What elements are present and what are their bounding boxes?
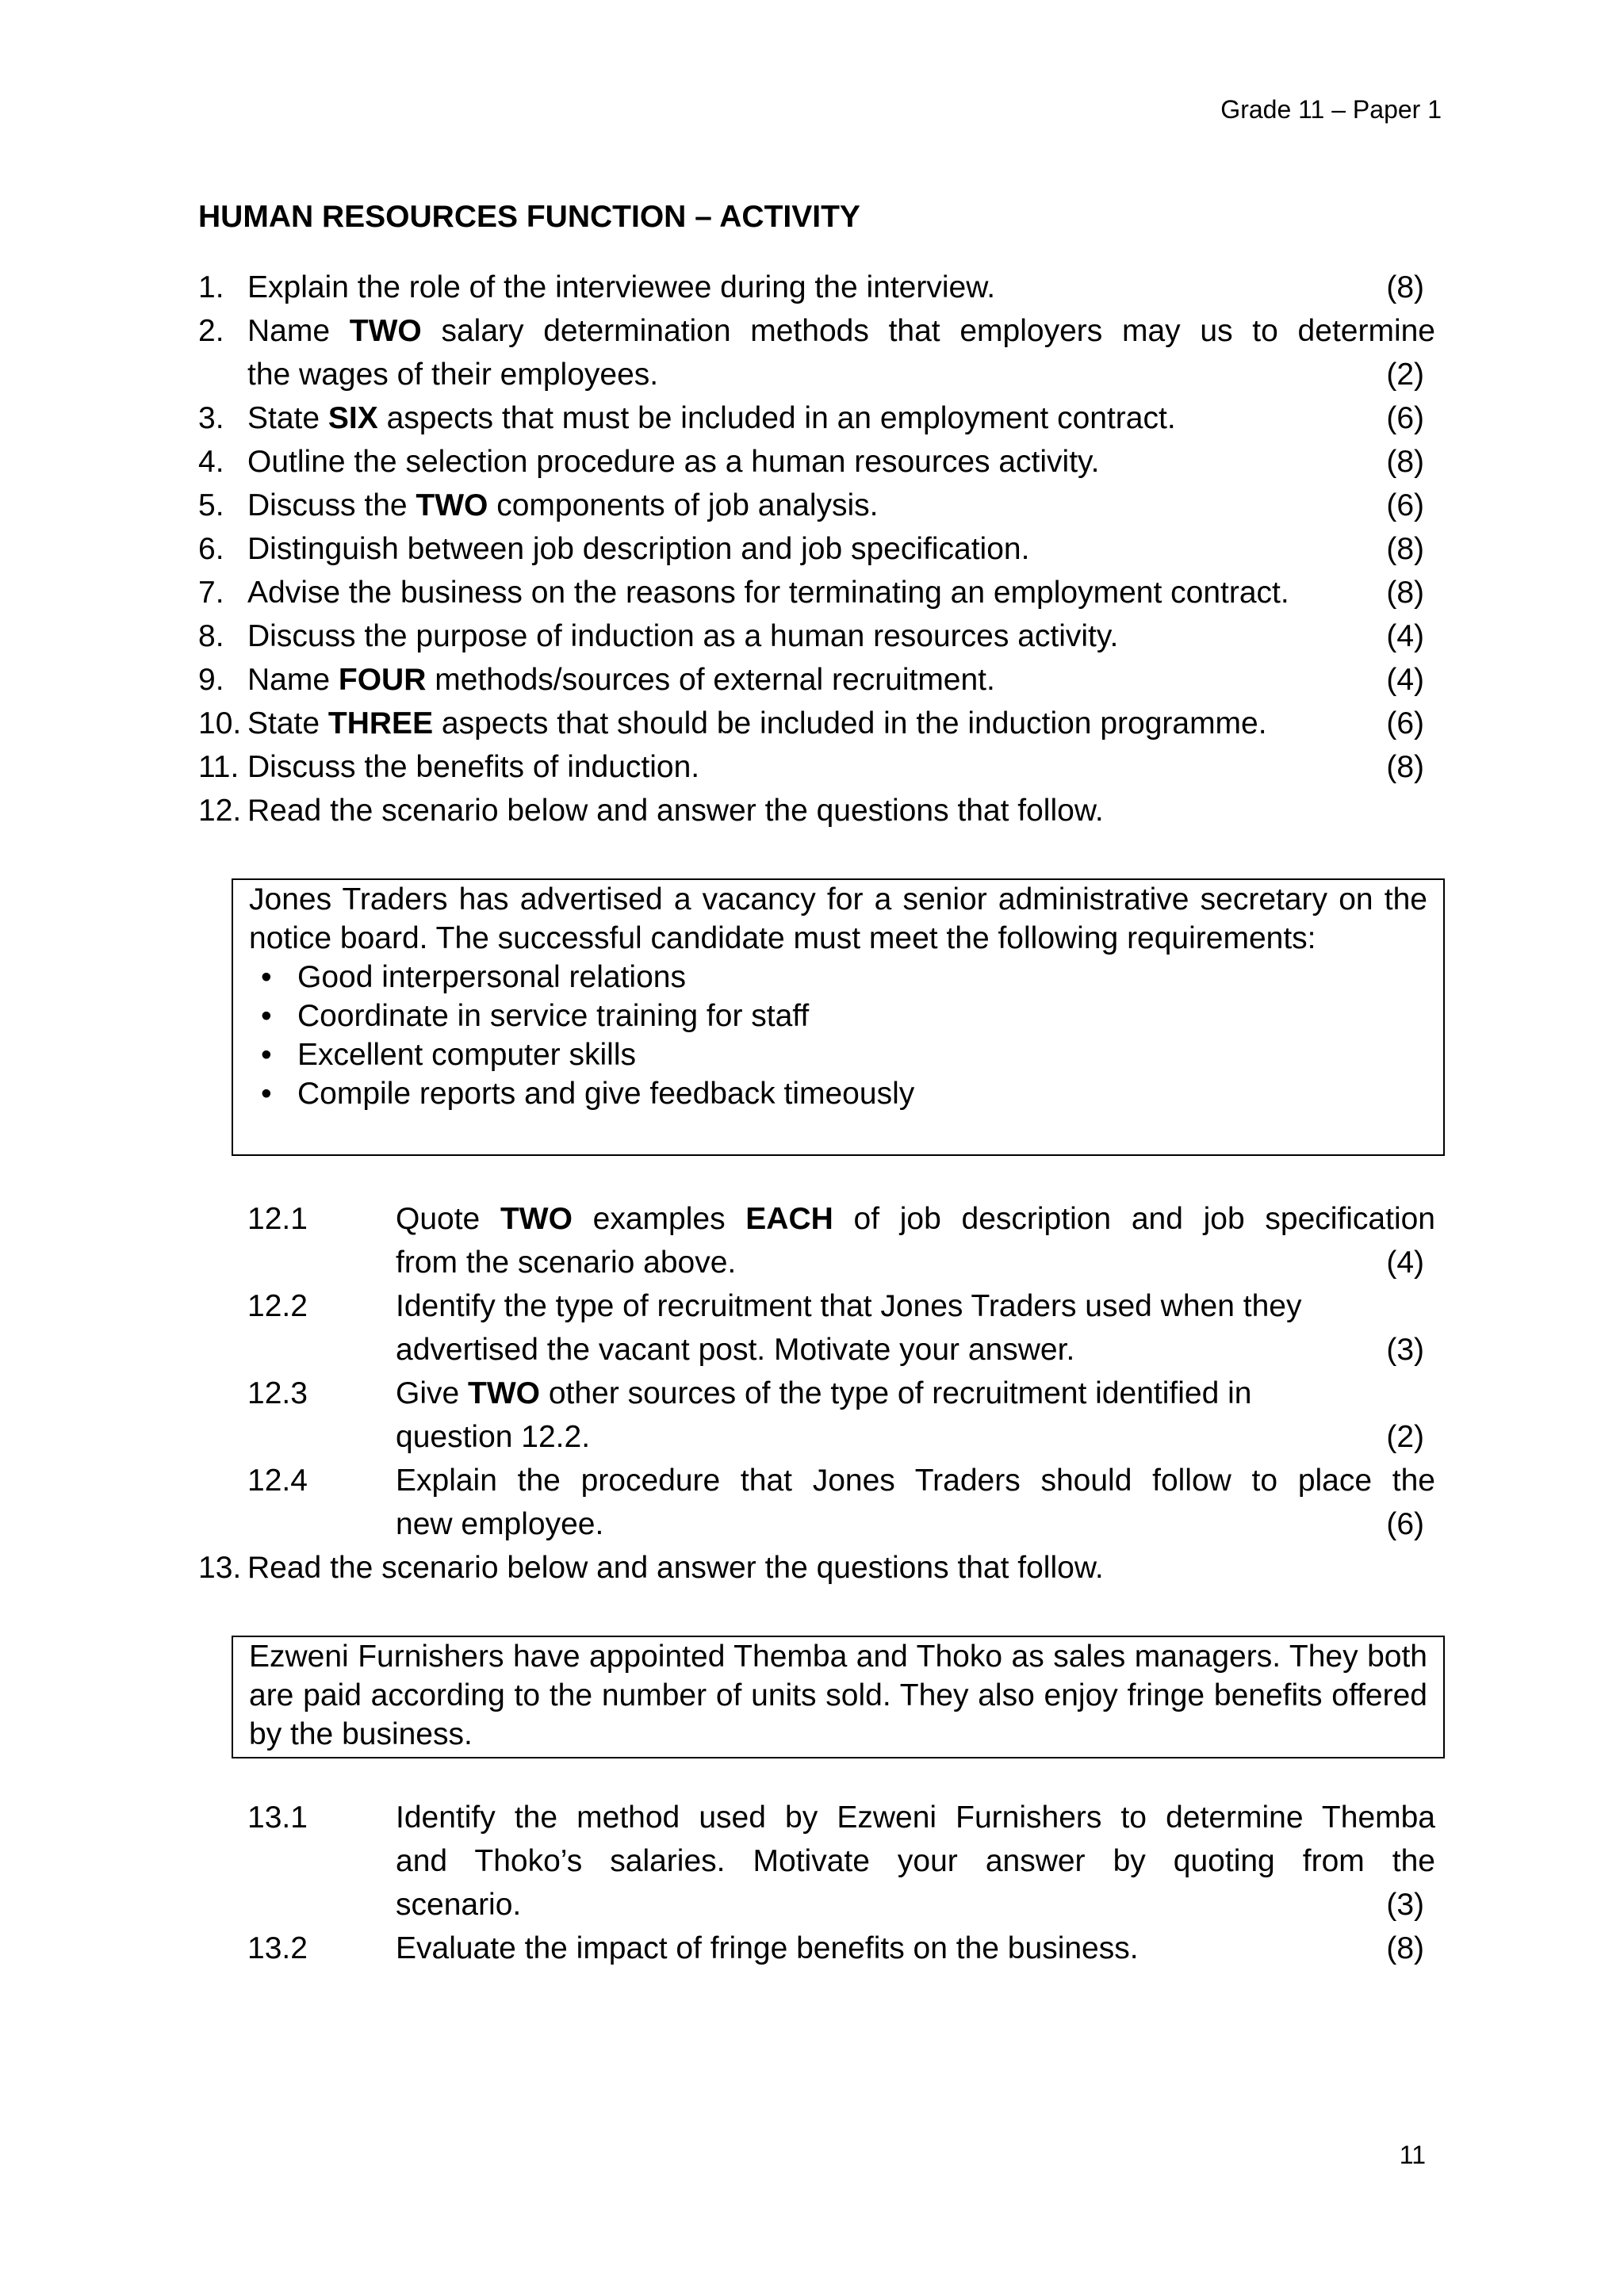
question-number: 10. (198, 706, 242, 740)
scenario-text: Ezweni Furnishers have appointed Themba and Thoko as sales managers. They both are paid according to the number of units sold. They also enjoy fringe benefits offered by the business. (249, 1640, 1427, 1751)
sub-question-marks: (2) (1386, 1420, 1424, 1454)
sub-question-marks: (4) (1386, 1246, 1424, 1280)
sub-question-marks: (3) (1386, 1888, 1424, 1922)
sub-question-marks: (6) (1386, 1507, 1424, 1541)
sub-question-number: 13.2 (247, 1931, 308, 1965)
question-11: 11. Discuss the benefits of induction. (8) (198, 745, 1435, 789)
question-marks: (8) (1386, 750, 1424, 784)
question-number: 5. (198, 488, 224, 522)
question-number: 11. (198, 750, 239, 784)
sub-question-marks: (3) (1386, 1333, 1424, 1367)
scenario-box-13 (232, 1636, 1445, 1758)
question-number: 9. (198, 663, 224, 697)
bullet-icon: • (261, 1077, 272, 1111)
list-item: • Excellent computer skills (249, 1035, 1427, 1074)
sub-question-12-1: 12.1 Quote TWO examples EACH of job description and job specification from the scenario above. (4) (247, 1197, 1435, 1284)
question-number: 1. (198, 270, 224, 304)
question-number: 6. (198, 532, 224, 566)
sub-question-12-2: 12.2 Identify the type of recruitment that Jones Traders used when they advertised the vacant post. Motivate your answer. (3) (247, 1284, 1435, 1372)
list-item: • Good interpersonal relations (249, 958, 1427, 997)
sub-question-number: 13.1 (247, 1800, 308, 1835)
list-item: • Coordinate in service training for staff (249, 997, 1427, 1035)
question-text-line-2: the wages of their employees. (247, 358, 659, 392)
question-8: 8. Discuss the purpose of induction as a human resources activity. (4) (198, 614, 1435, 658)
page-header: Grade 11 – Paper 1 (1220, 95, 1442, 124)
question-5: 5. Discuss the TWO components of job analysis. (6) (198, 484, 1435, 527)
scenario-box-12 (232, 878, 1445, 1156)
question-marks: (6) (1386, 488, 1424, 522)
sub-question-12-4: 12.4 Explain the procedure that Jones Traders should follow to place the new employee. (6) (247, 1459, 1435, 1546)
question-marks: (2) (1386, 358, 1424, 392)
question-text: Explain the role of the interviewee during the interview. (247, 270, 996, 304)
sub-question-13-1: 13.1 Identify the method used by Ezweni Furnishers to determine Themba and Thoko’s salaries. Motivate your answer by quoting from the scenario. (3) (247, 1796, 1435, 1927)
question-number: 8. (198, 619, 224, 653)
question-number: 7. (198, 576, 224, 610)
question-number: 3. (198, 401, 224, 435)
sub-question-marks: (8) (1386, 1931, 1424, 1965)
question-marks: (4) (1386, 619, 1424, 653)
question-number: 12. (198, 794, 242, 828)
question-9: 9. Name FOUR methods/sources of external recruitment. (4) (198, 658, 1435, 702)
question-1 (198, 266, 1435, 309)
page-number: 11 (1399, 2141, 1426, 2169)
question-number: 13. (198, 1551, 242, 1585)
question-marks: (8) (1386, 576, 1424, 610)
question-2: 2. Name TWO salary determination methods that employers may us to determine the wages of their employees. (2) (198, 309, 1435, 396)
question-number: 2. (198, 314, 224, 348)
question-marks: (8) (1386, 532, 1424, 566)
page-title: HUMAN RESOURCES FUNCTION – ACTIVITY (198, 200, 860, 234)
list-item: • Compile reports and give feedback timeously (249, 1074, 1427, 1113)
question-13: 13. Read the scenario below and answer the questions that follow. (198, 1546, 1435, 1590)
sub-question-number: 12.1 (247, 1202, 308, 1236)
sub-question-number: 12.3 (247, 1376, 308, 1410)
question-marks: (6) (1386, 706, 1424, 740)
question-marks: (4) (1386, 663, 1424, 697)
question-10: 10. State THREE aspects that should be included in the induction programme. (6) (198, 702, 1435, 745)
question-7: 7. Advise the business on the reasons for terminating an employment contract. (8) (198, 571, 1435, 614)
bullet-icon: • (261, 999, 272, 1033)
scenario-text: Jones Traders has advertised a vacancy for a senior administrative secretary on the notice board. The successful candidate must meet the following requirements: (249, 882, 1427, 955)
bullet-icon: • (261, 960, 272, 994)
question-marks: (6) (1386, 401, 1424, 435)
question-marks: (8) (1386, 270, 1424, 304)
question-4: 4. Outline the selection procedure as a human resources activity. (8) (198, 440, 1435, 484)
sub-question-number: 12.4 (247, 1464, 308, 1498)
question-number: 4. (198, 445, 224, 479)
sub-question-12-3: 12.3 Give TWO other sources of the type of recruitment identified in question 12.2. (2) (247, 1372, 1435, 1459)
sub-question-number: 12.2 (247, 1289, 308, 1323)
question-marks: (8) (1386, 445, 1424, 479)
question-6: 6. Distinguish between job description and job specification. (8) (198, 527, 1435, 571)
sub-question-13-2: 13.2 Evaluate the impact of fringe benefits on the business. (8) (247, 1927, 1435, 1970)
question-12: 12. Read the scenario below and answer the questions that follow. (198, 789, 1435, 832)
question-3: 3. State SIX aspects that must be included in an employment contract. (6) (198, 396, 1435, 440)
bullet-icon: • (261, 1038, 272, 1072)
requirements-list (249, 958, 1427, 1113)
